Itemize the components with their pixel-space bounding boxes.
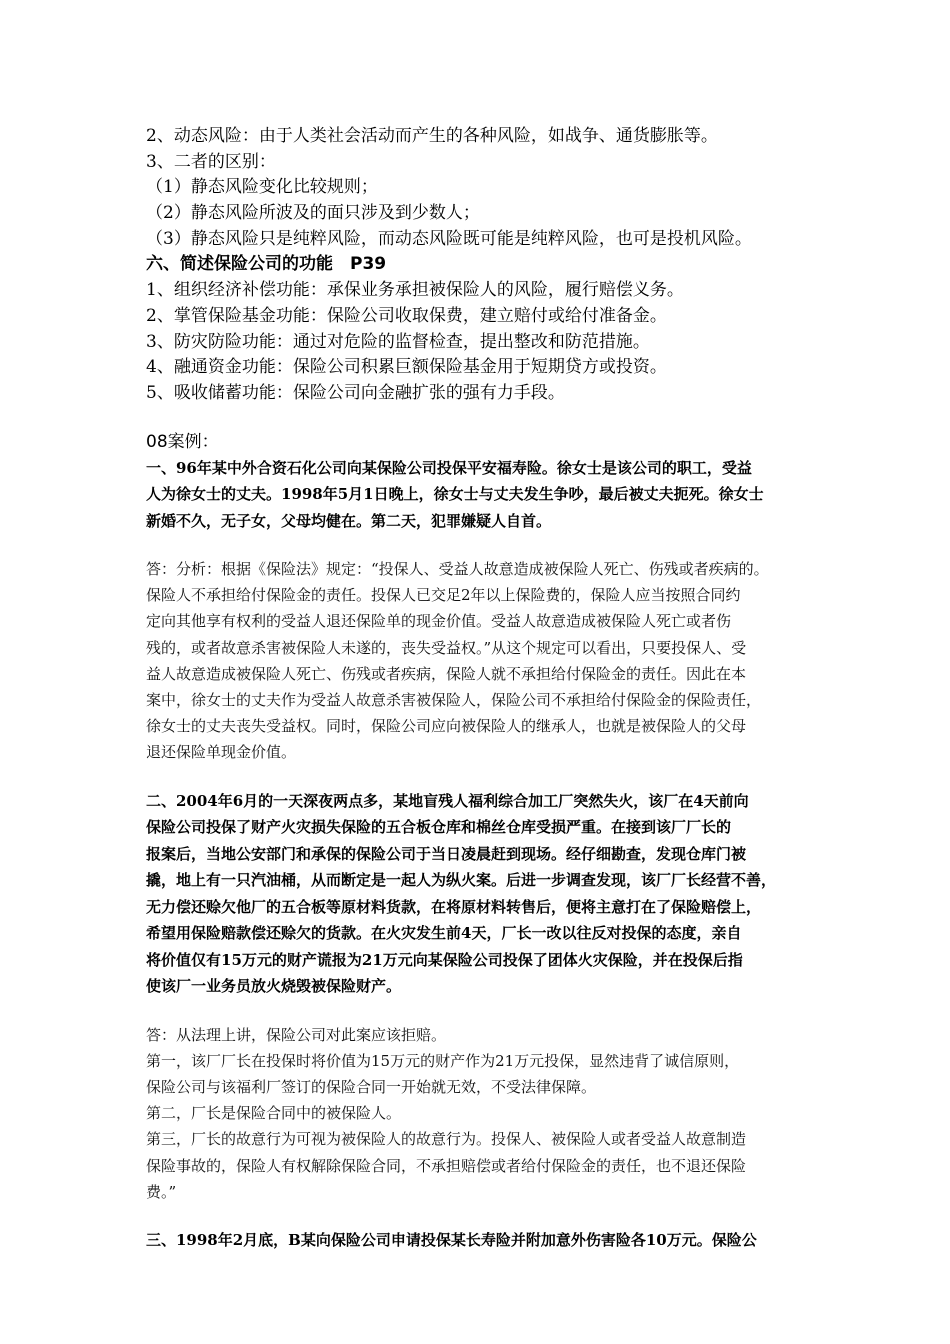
list-item: 3、防灾防险功能：通过对危险的监督检查，提出整改和防范措施。	[146, 331, 650, 352]
case-line: 希望用保险赔款偿还赊欠的货款。在火灾发生前4天，厂长一改以往反对投保的态度，亲自	[146, 924, 742, 943]
list-item: （1）静态风险变化比较规则；	[146, 177, 378, 198]
answer-line: 第二，厂长是保险合同中的被保险人。	[146, 1104, 402, 1123]
case-line: 将价值仅有15万元的财产谎报为21万元向某保险公司投保了团体火灾保险，并在投保后指	[146, 950, 743, 969]
answer-line: 残的，或者故意杀害被保险人未遂的，丧失受益权。”从这个规定可以看出，只要投保人、受	[146, 638, 747, 657]
list-item: 2、掌管保险基金功能：保险公司收取保费，建立赔付或给付准备金。	[146, 305, 667, 326]
answer-line: 保险公司与该福利厂签订的保险合同一开始就无效，不受法律保障。	[146, 1077, 597, 1096]
case-line: 无力偿还赊欠他厂的五合板等原材料货款，在将原材料转售后，便将主意打在了保险赔偿上，	[146, 897, 762, 916]
answer-line: 费。”	[146, 1182, 177, 1201]
case-line: 一、96年某中外合资石化公司向某保险公司投保平安福寿险。徐女士是该公司的职工，受益	[146, 458, 752, 477]
case-line: 报案后，当地公安部门和承保的保险公司于当日凌晨赶到现场。经仔细勘查，发现仓库门被	[146, 844, 747, 863]
case1-question	[146, 455, 818, 535]
case2-question	[146, 788, 818, 1000]
case-line: 三、1998年2月底，B某向保险公司申请投保某长寿险并附加意外伤害险各10万元。保险公	[146, 1230, 757, 1249]
case2-answer	[146, 1022, 818, 1205]
case-line: 撬，地上有一只汽油桶，从而断定是一起人为纵火案。后进一步调查发现，该厂厂长经营不善，	[146, 871, 777, 890]
answer-line: 定向其他享有权利的受益人退还保险单的现金价值。受益人故意造成被保险人死亡或者伤	[146, 612, 732, 631]
section5-list	[146, 124, 818, 252]
answer-line: 保险事故的，保险人有权解除保险合同，不承担赔偿或者给付保险金的责任，也不退还保险	[146, 1156, 747, 1175]
answer-line: 案中，徐女士的丈夫作为受益人故意杀害被保险人，保险公司不承担给付保险金的保险责任，	[146, 691, 762, 709]
answer-line: 答：从法理上讲，保险公司对此案应该拒赔。	[146, 1025, 447, 1044]
list-item: 5、吸收储蓄功能：保险公司向金融扩张的强有力手段。	[146, 382, 565, 403]
answer-line: 退还保险单现金价值。	[146, 743, 297, 762]
section6	[146, 252, 818, 406]
answer-line: 答：分析：根据《保险法》规定：“投保人、受益人故意造成被保险人死亡、伤残或者疾病的。	[146, 560, 769, 579]
list-item: 2、动态风险：由于人类社会活动而产生的各种风险，如战争、通货膨胀等。	[146, 126, 718, 146]
case-line: 二、2004年6月的一天深夜两点多，某地盲残人福利综合加工厂突然失火，该厂在4天前向	[146, 791, 749, 810]
document-body	[146, 124, 818, 1253]
case-line: 保险公司投保了财产火灾损失保险的五合板仓库和棉丝仓库受损严重。在接到该厂厂长的	[146, 818, 732, 837]
case-line: 人为徐女士的丈夫。1998年5月1日晚上，徐女士与丈夫发生争吵，最后被丈夫扼死。徐女士	[146, 485, 764, 504]
list-item: 1、组织经济补偿功能：承保业务承担被保险人的风险，履行赔偿义务。	[146, 280, 684, 301]
list-item: （3）静态风险只是纯粹风险，而动态风险既可能是纯粹风险，也可是投机风险。	[146, 228, 752, 249]
answer-line: 第三，厂长的故意行为可视为被保险人的故意行为。投保人、被保险人或者受益人故意制造	[146, 1130, 747, 1149]
case-line: 使该厂一业务员放火烧毁被保险财产。	[146, 977, 402, 996]
answer-line: 保险人不承担给付保险金的责任。投保人已交足2年以上保险费的，保险人应当按照合同约	[146, 586, 741, 605]
answer-line: 益人故意造成被保险人死亡、伤残或者疾病，保险人就不承担给付保险金的责任。因此在本	[146, 664, 747, 683]
case-line: 新婚不久，无子女，父母均健在。第二天，犯罪嫌疑人自首。	[146, 511, 552, 530]
section6-heading: 六、简述保险公司的功能 P39	[146, 254, 387, 275]
cases-title: 08案例：	[146, 431, 219, 452]
case3-question	[146, 1227, 818, 1254]
list-item: 3、二者的区别：	[146, 151, 276, 172]
list-item: 4、融通资金功能：保险公司积累巨额保险基金用于短期贷方或投资。	[146, 357, 667, 378]
list-item: （2）静态风险所波及的面只涉及到少数人；	[146, 203, 480, 224]
answer-line: 徐女士的丈夫丧失受益权。同时，保险公司应向被保险人的继承人，也就是被保险人的父母	[146, 717, 747, 736]
answer-line: 第一，该厂厂长在投保时将价值为15万元的财产作为21万元投保，显然违背了诚信原则，	[146, 1051, 740, 1070]
case1-answer	[146, 556, 818, 766]
